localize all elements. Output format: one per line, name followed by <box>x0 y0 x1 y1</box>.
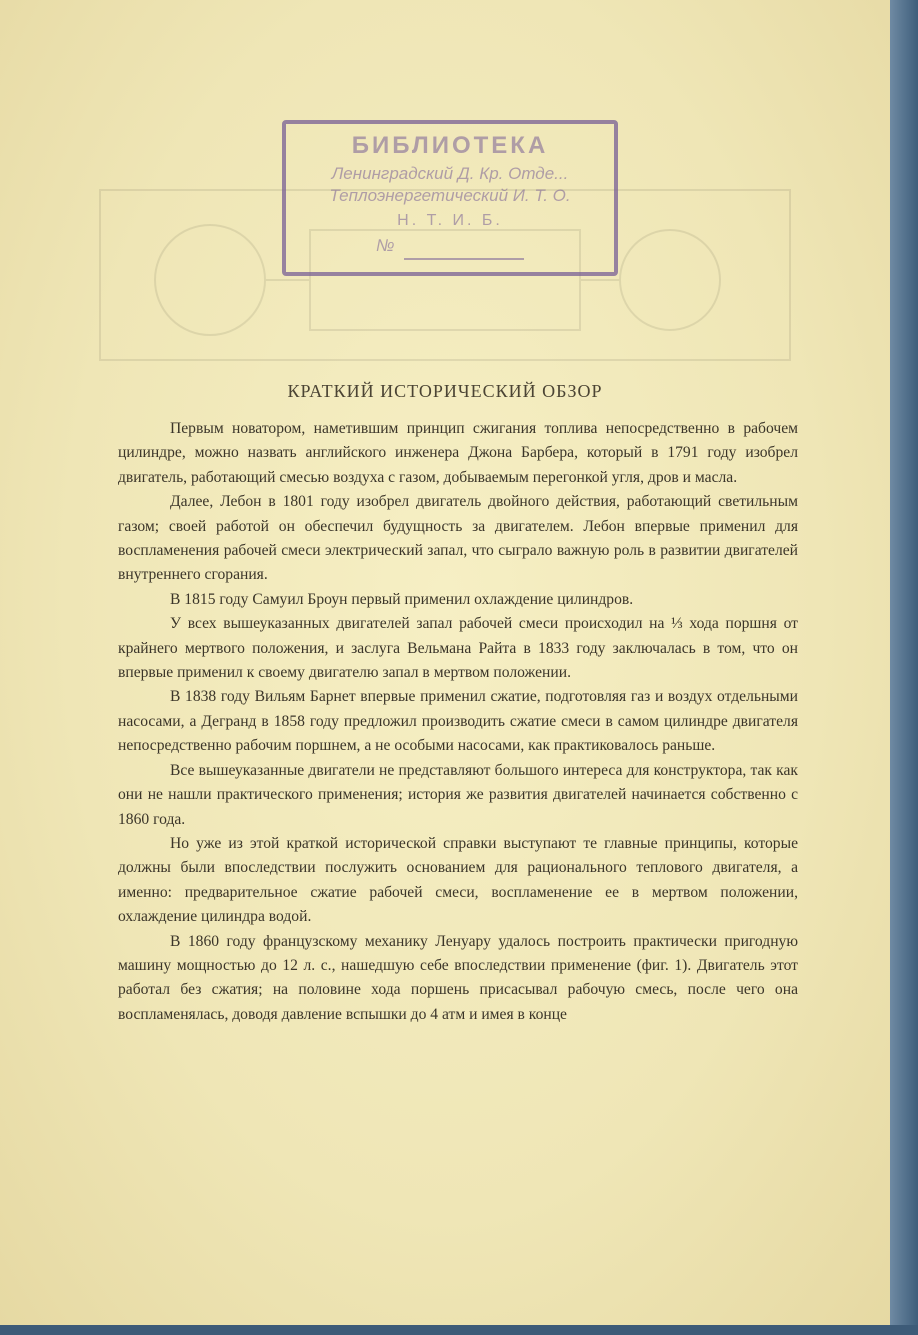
paragraph-8: В 1860 году французскому механику Ленуару удалось построить практически пригодную машину мощностью до 12 л. с., нашедшую себе впоследствии применение (фиг. 1). Двигатель этот работал без сжатия; на половине хода поршень присасывал рабочую смесь, после чего она воспламенялась, доводя давление вспышки до 4 атм и имея в конце <box>118 932 798 1023</box>
library-stamp <box>282 120 618 276</box>
stamp-number-label: № <box>376 236 395 255</box>
paragraph-3: В 1815 году Самуил Броун первый применил охлаждение цилиндров. <box>170 590 634 608</box>
stamp-line-1: БИБЛИОТЕКА <box>351 132 549 159</box>
paragraph-7: Но уже из этой краткой исторической справки выступают те главные принципы, которые должны были впоследствии послужить основанием для рационального теплового двигателя, а именно: предварительное сжатие рабочей смеси, воспламенение ее в мертвом положении, охлаждение цилиндра водой. <box>118 834 798 926</box>
page-title: КРАТКИЙ ИСТОРИЧЕСКИЙ ОБЗОР <box>287 381 603 401</box>
paragraph-2: Далее, Лебон в 1801 году изобрел двигатель двойного действия, работающий светильным газом; своей работой он обеспечил будущность за двигателем. Лебон впервые применил для воспламенения рабочей смеси электрический запал, что сыграло важную роль в развитии двигателей внутреннего сгорания. <box>118 493 798 584</box>
paragraph-5: В 1838 году Вильям Барнет впервые применил сжатие, подготовляя газ и воздух отдельными насосами, а Дегранд в 1858 году предложил производить сжатие смеси в самом цилиндре двигателя непосредственно рабочим поршнем, а не особыми насосами, как практиковалось раньше. <box>118 688 798 755</box>
paragraph-4: У всех вышеуказанных двигателей запал рабочей смеси происходил на ⅓ хода поршня от крайнего мертвого положения, и заслуга Вельмана Райта в 1833 году заключалась в том, что он впервые применил к своему двигателю запал в мертвом положении. <box>118 615 798 682</box>
stamp-line-2: Ленинградский Д. Кр. Отде... <box>331 164 569 183</box>
page-edge-shadow <box>890 0 918 1335</box>
paragraph-6: Все вышеуказанные двигатели не представляют большого интереса для конструктора, так как они не нашли практического применения; история же развития двигателей начинается собственно с 1860 года. <box>118 761 798 828</box>
body-text <box>118 417 798 1027</box>
stamp-line-4: Н. Т. И. Б. <box>397 212 503 229</box>
stamp-number-line <box>404 258 524 260</box>
background-surface <box>0 1325 918 1335</box>
paragraph-1: Первым новатором, наметившим принцип сжигания топлива непосредственно в рабочем цилиндре, можно назвать английского инженера Джона Барбера, который в 1791 году изобрел двигатель, работающий смесью воздуха с газом, добываемым перегонкой угля, дров и масла. <box>118 420 798 486</box>
stamp-line-3: Теплоэнергетический И. Т. О. <box>329 186 571 205</box>
